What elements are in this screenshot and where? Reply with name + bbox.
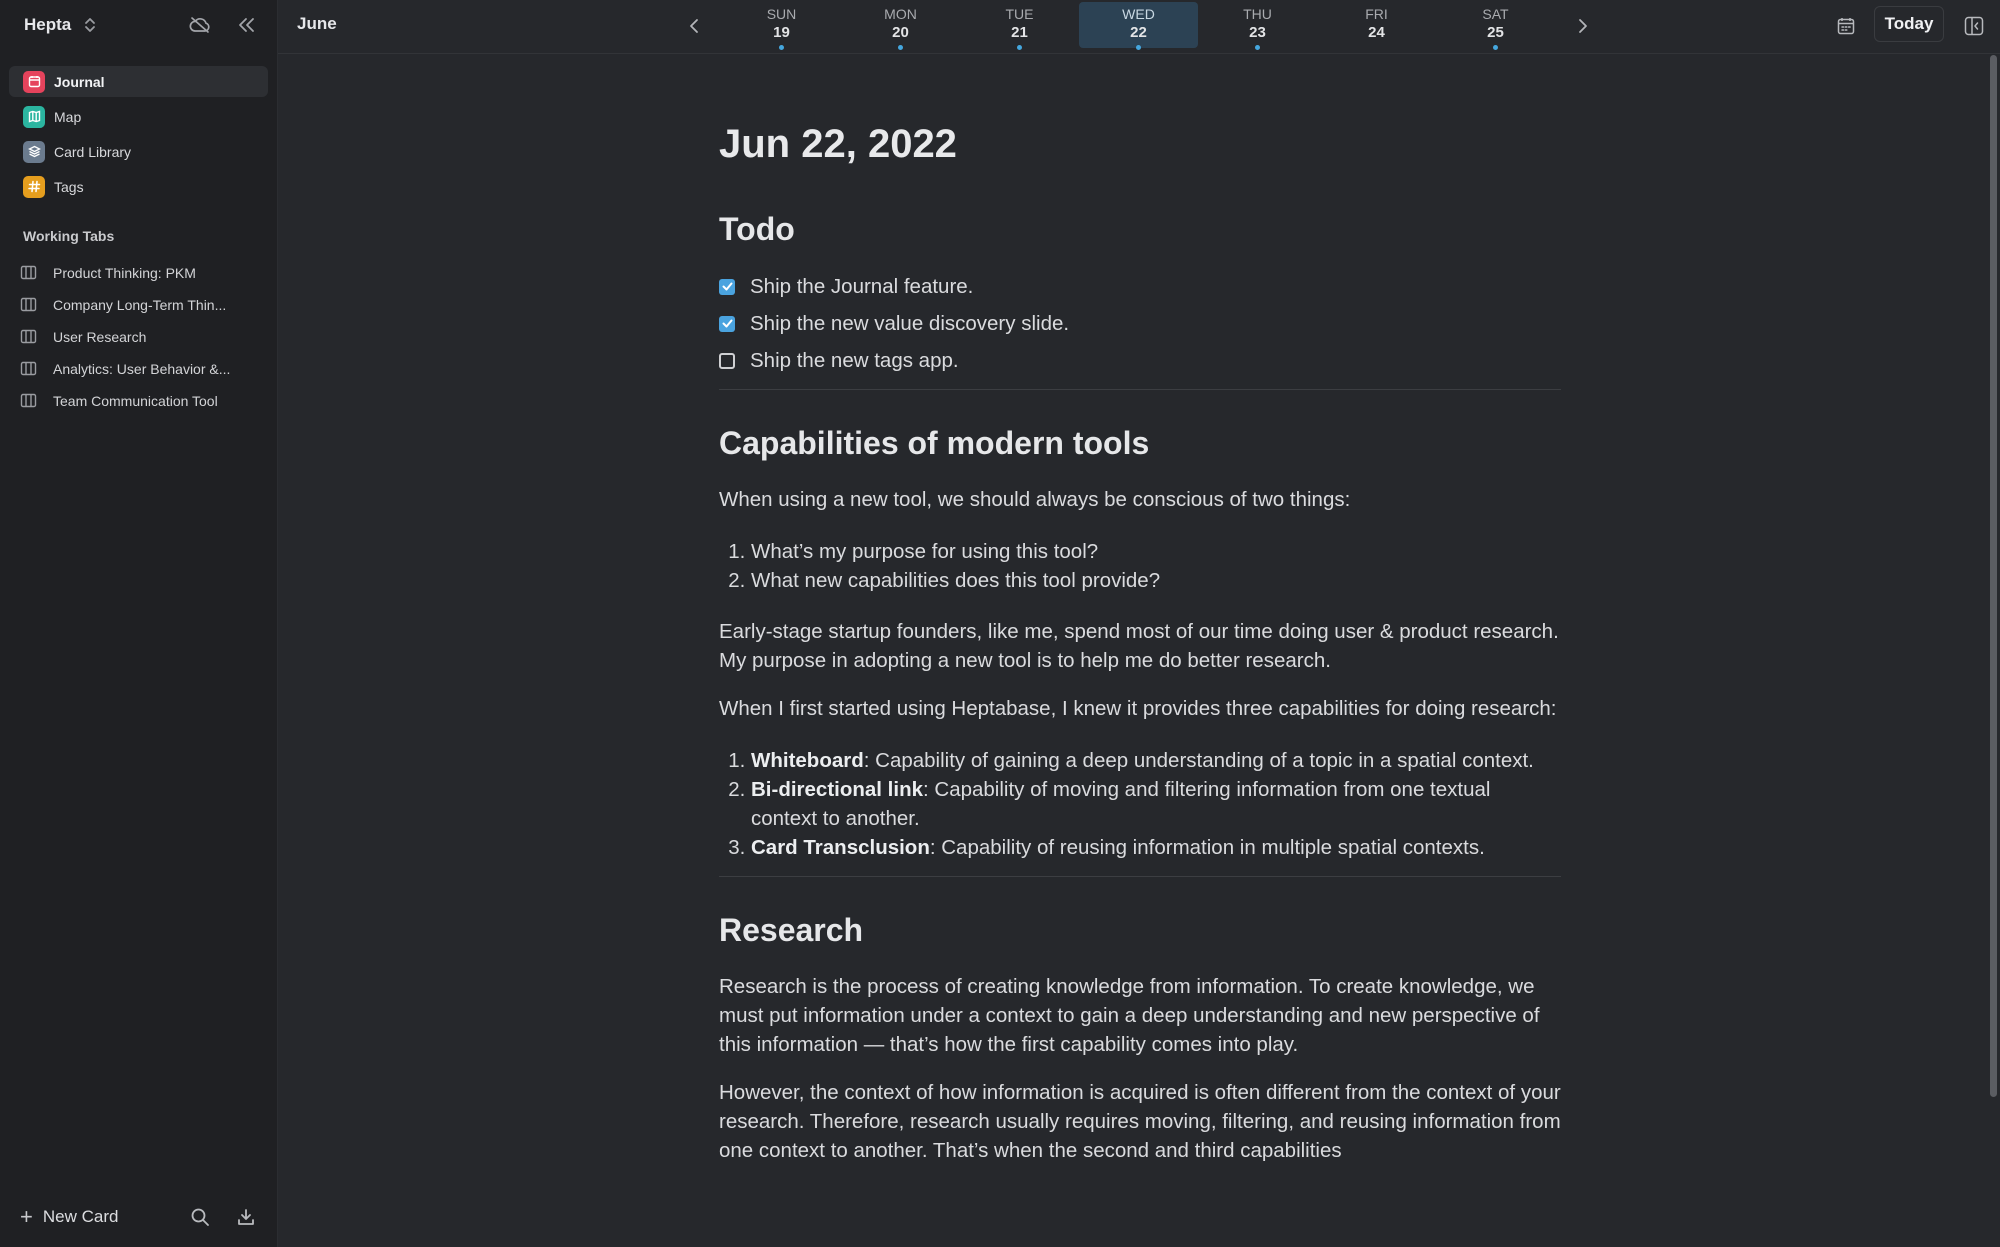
- day-sat[interactable]: [1436, 2, 1555, 48]
- calendar-icon[interactable]: [1832, 12, 1860, 40]
- capability-term: Bi-directional link: [751, 777, 923, 801]
- workspace-switch-icon[interactable]: [83, 16, 97, 34]
- cloud-off-icon[interactable]: [185, 10, 215, 40]
- sidebar-item-label: Map: [54, 108, 82, 125]
- day-thu[interactable]: [1198, 2, 1317, 48]
- day-wed[interactable]: [1079, 2, 1198, 48]
- sidebar-item-label: Tags: [54, 178, 84, 195]
- divider: [719, 389, 1561, 390]
- whiteboard-icon: [20, 264, 38, 282]
- sidebar-header: [24, 10, 261, 40]
- card-library-icon: [23, 141, 45, 163]
- tags-icon: [23, 176, 45, 198]
- today-label: Today: [1884, 14, 1934, 33]
- plus-icon: +: [20, 1204, 33, 1229]
- search-icon[interactable]: [185, 1202, 215, 1232]
- sidebar: [0, 0, 278, 1247]
- day-name: SAT: [1482, 6, 1509, 22]
- working-tab-item[interactable]: [20, 289, 265, 321]
- working-tab-item[interactable]: [20, 257, 265, 289]
- next-week-icon[interactable]: [1569, 12, 1597, 40]
- capabilities-heading: Capabilities of modern tools: [719, 425, 1150, 462]
- day-date: 23: [1249, 24, 1266, 41]
- workspace-name[interactable]: Hepta: [24, 15, 72, 34]
- scrollbar[interactable]: [1990, 55, 1997, 1097]
- day-sun[interactable]: [722, 2, 841, 48]
- capabilities-intro: When using a new tool, we should always be conscious of two things:: [719, 487, 1351, 511]
- new-card-label: New Card: [42, 1207, 119, 1226]
- whiteboard-icon: [20, 360, 38, 378]
- journal-icon: [23, 71, 45, 93]
- sidebar-footer: [20, 1201, 261, 1233]
- journal-topbar: [278, 0, 2000, 54]
- todo-text: Ship the Journal feature.: [750, 275, 974, 299]
- day-date: 22: [1130, 24, 1147, 41]
- whiteboard-icon: [20, 296, 38, 314]
- sidebar-item-label: Card Library: [54, 143, 132, 160]
- todo-item: [719, 305, 1561, 342]
- toggle-right-panel-icon[interactable]: [1960, 12, 1988, 40]
- checkbox-checked-icon[interactable]: [719, 316, 735, 332]
- day-mon[interactable]: [841, 2, 960, 48]
- sidebar-item-journal[interactable]: [9, 66, 268, 97]
- list-item: 2. What new capabilities does this tool provide?: [751, 566, 1561, 595]
- sidebar-item-tags[interactable]: [9, 171, 268, 202]
- questions-list: [719, 537, 1561, 595]
- whiteboard-icon: [20, 328, 38, 346]
- todo-item: [719, 268, 1561, 305]
- list-item: [751, 833, 1561, 862]
- todo-list: [719, 268, 1561, 379]
- day-date: 19: [773, 24, 790, 41]
- new-card-button[interactable]: [20, 1206, 118, 1228]
- research-heading: Research: [719, 911, 864, 948]
- paragraph-research-2: However, the context of how information is acquired is often different from the context of your research. Therefore, research usually requires moving, filtering, and reusing information from one context to another. That’s when the second and third capabilities: [719, 1081, 1561, 1163]
- sidebar-item-card-library[interactable]: [9, 136, 268, 167]
- capability-desc: : Capability of moving and filtering information from one textual context to another.: [751, 777, 1491, 830]
- day-name: SUN: [766, 6, 797, 22]
- working-tab-label: Company Long-Term Thin...: [53, 297, 227, 313]
- journal-date-title: Jun 22, 2022: [719, 122, 957, 166]
- entry-dot: [1255, 45, 1260, 50]
- day-tue[interactable]: [960, 2, 1079, 48]
- day-date: 24: [1368, 24, 1385, 41]
- todo-item: [719, 342, 1561, 379]
- paragraph-research-1: Research is the process of creating knowledge from information. To create knowledge, we must put information under a context to gain a deep understanding and new perspective of this information — that’s how the first capability comes into play.: [719, 975, 1540, 1057]
- day-fri[interactable]: [1317, 2, 1436, 48]
- sidebar-item-label: Journal: [54, 73, 105, 90]
- working-tabs-title: Working Tabs: [23, 228, 115, 244]
- capability-desc: : Capability of gaining a deep understanding of a topic in a spatial context.: [863, 748, 1534, 772]
- list-item: [751, 775, 1561, 833]
- day-name: MON: [884, 6, 917, 22]
- prev-week-icon[interactable]: [680, 12, 708, 40]
- journal-editor[interactable]: [719, 120, 1561, 1165]
- sidebar-nav: [9, 66, 268, 206]
- todo-text: Ship the new tags app.: [750, 349, 959, 373]
- entry-dot: [1017, 45, 1022, 50]
- working-tab-item[interactable]: [20, 321, 265, 353]
- capability-desc: : Capability of reusing information in multiple spatial contexts.: [929, 835, 1485, 859]
- month-label: June: [297, 14, 337, 33]
- day-date: 21: [1011, 24, 1028, 41]
- download-icon[interactable]: [231, 1202, 261, 1232]
- working-tab-label: User Research: [53, 329, 147, 345]
- checkbox-checked-icon[interactable]: [719, 279, 735, 295]
- entry-dot: [898, 45, 903, 50]
- divider: [719, 876, 1561, 877]
- day-name: WED: [1122, 6, 1155, 22]
- todo-text: Ship the new value discovery slide.: [750, 312, 1070, 336]
- checkbox-unchecked-icon[interactable]: [719, 353, 735, 369]
- capability-term: Card Transclusion: [751, 835, 930, 859]
- collapse-sidebar-icon[interactable]: [231, 10, 261, 40]
- working-tab-label: Analytics: User Behavior &...: [53, 361, 231, 377]
- day-name: TUE: [1005, 6, 1034, 22]
- capabilities-list: [719, 746, 1561, 862]
- todo-heading: Todo: [719, 211, 795, 247]
- map-icon: [23, 106, 45, 128]
- working-tab-label: Team Communication Tool: [53, 393, 218, 409]
- working-tab-label: Product Thinking: PKM: [53, 265, 196, 281]
- day-date: 25: [1487, 24, 1504, 41]
- entry-dot: [779, 45, 784, 50]
- paragraph-heptabase: When I first started using Heptabase, I knew it provides three capabilities for doing research:: [719, 696, 1557, 720]
- whiteboard-icon: [20, 392, 38, 410]
- paragraph-founders: Early-stage startup founders, like me, spend most of our time doing user & product research. My purpose in adopting a new tool is to help me do better research.: [719, 619, 1559, 672]
- day-name: THU: [1243, 6, 1272, 22]
- working-tabs-list: [20, 257, 265, 417]
- entry-dot: [1136, 45, 1141, 50]
- list-item: [751, 746, 1561, 775]
- day-date: 20: [892, 24, 909, 41]
- day-name: FRI: [1365, 6, 1388, 22]
- list-item: 1. What’s my purpose for using this tool?: [751, 537, 1561, 566]
- entry-dot: [1493, 45, 1498, 50]
- capability-term: Whiteboard: [751, 748, 864, 772]
- today-button[interactable]: [1874, 6, 1944, 42]
- working-tab-item[interactable]: [20, 353, 265, 385]
- working-tab-item[interactable]: [20, 385, 265, 417]
- sidebar-item-map[interactable]: [9, 101, 268, 132]
